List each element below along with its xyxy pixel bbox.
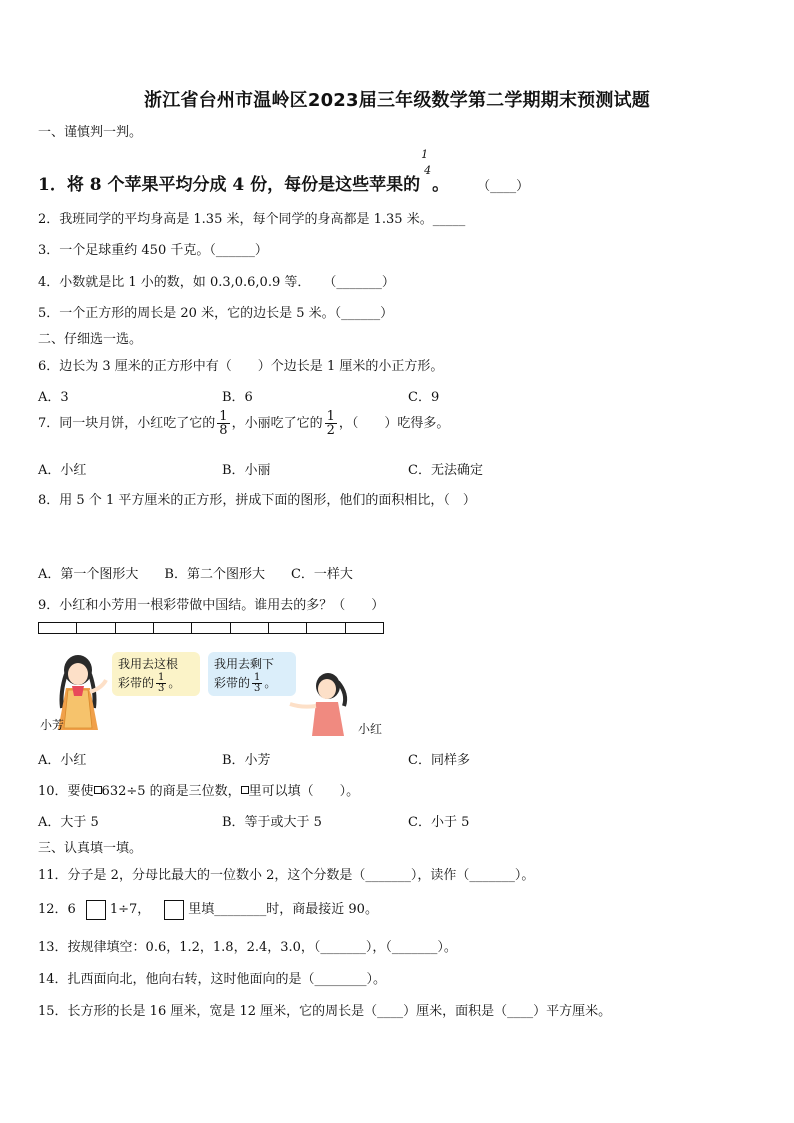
speech-bubble-xiaofang: 我用去这根 彩带的 $\frac{1}{3}$ 。 [112, 652, 200, 696]
question-6: 6．边长为 3 厘米的正方形中有（ ）个边长是 1 厘米的小正方形。 [38, 359, 444, 374]
question-9-option-a: A．小红 [38, 753, 87, 768]
speech-bubble-xiaohong: 我用去剩下 彩带的 $\frac{1}{3}$ 。 [208, 652, 296, 696]
placeholder-box [241, 786, 249, 794]
placeholder-box [94, 786, 102, 794]
section-heading-3: 三、认真填一填。 [38, 841, 143, 856]
question-9-option-b: B．小芳 [222, 753, 271, 768]
question-6-option-a: A．3 [38, 390, 69, 405]
question-12: 12．6 1÷7， 里填________时，商最接近 90。 [38, 898, 378, 920]
question-1: 1．将 8 个苹果平均分成 4 份，每份是这些苹果的 1 4 。 （____） [38, 148, 530, 195]
question-9-option-c: C．同样多 [408, 753, 470, 768]
question-7-option-a: A．小红 [38, 463, 87, 478]
fraction-1-2: $\frac{1}{2}$ [326, 409, 335, 438]
answer-box [86, 900, 106, 920]
question-13: 13．按规律填空：0.6，1.2，1.8，2.4，3.0，（_______），（_______）。 [38, 940, 457, 955]
question-1-fraction: 1 4 [421, 148, 432, 177]
question-1-answer: （____） [477, 179, 530, 194]
question-7-option-c: C．无法确定 [408, 463, 483, 478]
girl-xiaohong-illustration [286, 672, 358, 738]
question-2: 2．我班同学的平均身高是 1.35 米，每个同学的身高都是 1.35 米。_____ [38, 212, 466, 227]
question-15: 15．长方形的长是 16 厘米，宽是 12 厘米，它的周长是（____）厘米，面积是（____）平方厘米。 [38, 1004, 612, 1019]
question-10-option-a: A．大于 5 [38, 815, 99, 830]
fraction-1-8: $\frac{1}{8}$ [219, 409, 228, 438]
name-xiaohong: 小红 [358, 722, 383, 736]
question-14: 14．扎西面向北，他向右转，这时他面向的是（________）。 [38, 972, 387, 987]
name-xiaofang: 小芳 [40, 718, 65, 732]
question-11: 11．分子是 2，分母比最大的一位数小 2，这个分数是（_______），读作（_______）。 [38, 868, 535, 883]
page-title: 浙江省台州市温岭区2023届三年级数学第二学期期末预测试题 [144, 90, 650, 111]
question-7: 7．同一块月饼，小红吃了它的 $\frac{1}{8}$ ，小丽吃了它的 $\frac{1}{2}$ ，（ ）吃得多。 [38, 409, 450, 438]
question-4: 4．小数就是比 1 小的数，如 0.3,0.6,0.9 等． （_______） [38, 275, 395, 290]
question-9: 9．小红和小芳用一根彩带做中国结。谁用去的多？（ ） [38, 598, 385, 613]
section-heading-2: 二、仔细选一选。 [38, 332, 143, 347]
question-5: 5．一个正方形的周长是 20 米，它的边长是 5 米。（______） [38, 306, 394, 321]
section-heading-1: 一、谨慎判一判。 [38, 125, 143, 140]
question-7-option-b: B．小丽 [222, 463, 271, 478]
question-10: 10．要使 632÷5 的商是三位数， 里可以填（ ）。 [38, 784, 360, 799]
question-3: 3．一个足球重约 450 千克。（______） [38, 243, 268, 258]
question-10-option-b: B．等于或大于 5 [222, 815, 322, 830]
question-10-option-c: C．小于 5 [408, 815, 470, 830]
answer-box [164, 900, 184, 920]
question-6-option-b: B．6 [222, 390, 253, 405]
question-1-text: 1．将 8 个苹果平均分成 4 份，每份是这些苹果的 [38, 175, 421, 195]
ribbon-strip [38, 622, 384, 634]
question-6-option-c: C．9 [408, 390, 440, 405]
question-8: 8．用 5 个 1 平方厘米的正方形，拼成下面的图形，他们的面积相比，（ ） [38, 493, 476, 508]
question-8-options: A．第一个图形大 B．第二个图形大 C．一样大 [38, 567, 353, 582]
